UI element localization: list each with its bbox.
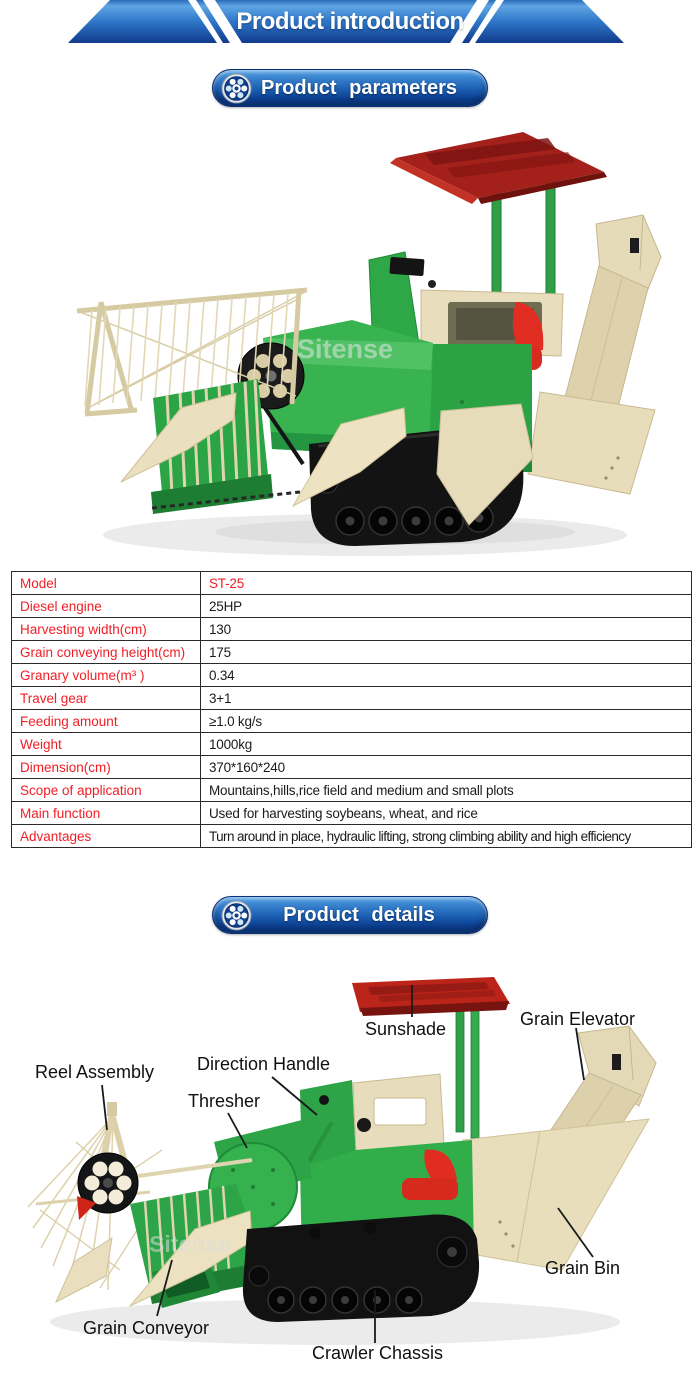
part-label-direction-handle: Direction Handle [197, 1054, 331, 1074]
watermark-text: Sitense [149, 1231, 231, 1257]
spec-label: Scope of application [12, 779, 201, 802]
table-row [12, 802, 692, 825]
watermark-text: Sitense [296, 334, 394, 364]
spec-label: Weight [12, 733, 201, 756]
banner [0, 0, 700, 43]
part-label-grain-bin: Grain Bin [545, 1258, 621, 1278]
table-row [12, 687, 692, 710]
wheel-hub-icon [221, 73, 252, 104]
table-row [12, 756, 692, 779]
spec-value: ≥1.0 kg/s [201, 710, 692, 733]
part-label-sunshade: Sunshade [365, 1019, 447, 1039]
spec-value: ST-25 [201, 572, 692, 595]
leader-line-reel-assembly [102, 1085, 107, 1130]
spec-label: Diesel engine [12, 595, 201, 618]
banner-title: Product introduction [236, 7, 464, 35]
spec-value: 3+1 [201, 687, 692, 710]
spec-value: 175 [201, 641, 692, 664]
part-label-crawler-chassis: Crawler Chassis [312, 1343, 444, 1363]
spec-label: Harvesting width(cm) [12, 618, 201, 641]
table-row [12, 572, 692, 595]
part-label-grain-elevator: Grain Elevator [520, 1009, 636, 1029]
spec-value: 0.34 [201, 664, 692, 687]
wheel-hub-icon [221, 900, 252, 931]
table-row [12, 641, 692, 664]
section-header-parameters-label: Product parameters [261, 76, 457, 99]
divider-blade-left [56, 1238, 112, 1302]
table-row [12, 664, 692, 687]
table-row [12, 733, 692, 756]
grain-bin-top [528, 392, 655, 494]
part-label-grain-conveyor: Grain Conveyor [83, 1318, 210, 1338]
spec-label: Grain conveying height(cm) [12, 641, 201, 664]
section-header-details-label: Product details [283, 903, 435, 926]
part-label-thresher: Thresher [188, 1091, 261, 1111]
harvester-illustration-top [0, 112, 700, 564]
part-label-reel-assembly: Reel Assembly [35, 1062, 155, 1082]
spec-label: Model [12, 572, 201, 595]
spec-value: 370*160*240 [201, 756, 692, 779]
table-row [12, 825, 692, 848]
spec-value: 1000kg [201, 733, 692, 756]
spec-label: Travel gear [12, 687, 201, 710]
spec-label: Feeding amount [12, 710, 201, 733]
spec-table [11, 571, 692, 848]
spec-label: Main function [12, 802, 201, 825]
spec-value: 25HP [201, 595, 692, 618]
table-row [12, 595, 692, 618]
spec-label: Advantages [12, 825, 201, 848]
table-row [12, 618, 692, 641]
spec-value: 130 [201, 618, 692, 641]
harvester-illustration-labeled [0, 970, 700, 1376]
product-image-labeled [0, 970, 700, 1376]
spec-value: Mountains,hills,rice field and medium and small plots [201, 779, 692, 802]
grain-bin [463, 1119, 649, 1270]
section-header-details[interactable] [212, 896, 488, 934]
section-header-parameters[interactable] [212, 69, 488, 107]
product-image-main [0, 112, 700, 564]
table-row [12, 779, 692, 802]
spec-value: Turn around in place, hydraulic lifting, strong climbing ability and high efficiency [201, 825, 692, 848]
table-row [12, 710, 692, 733]
spec-label: Granary volume(m³ ) [12, 664, 201, 687]
spec-label: Dimension(cm) [12, 756, 201, 779]
spec-value: Used for harvesting soybeans, wheat, and rice [201, 802, 692, 825]
